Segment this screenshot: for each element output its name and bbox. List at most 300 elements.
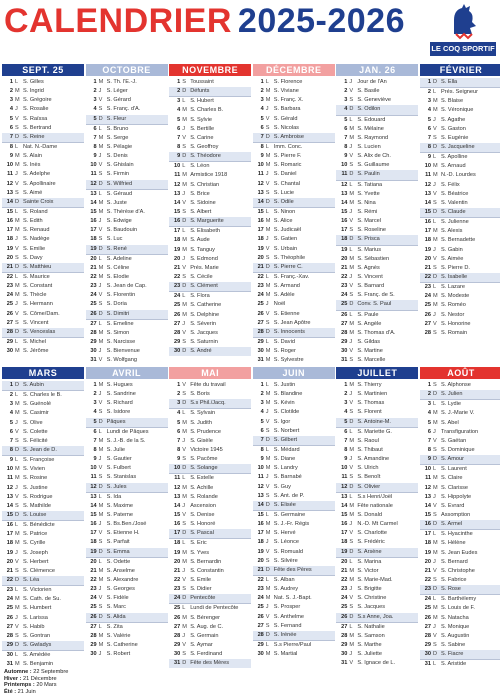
day-number: 11 (341, 171, 348, 178)
saint-name: S. Constantin (190, 567, 224, 574)
weekday-letter: S (265, 492, 270, 499)
saint-name: S. Hugues (106, 382, 133, 388)
day-row (169, 217, 251, 226)
weekday-letter: L (98, 493, 102, 500)
season-date: 21 Décembre (21, 675, 57, 682)
saint-name: S. Tatiana (357, 181, 383, 188)
day-number: 12 (341, 483, 348, 490)
day-row (336, 622, 418, 632)
day-row (169, 659, 251, 668)
day-number: 7 (260, 436, 264, 443)
day-row (253, 319, 335, 328)
day-row (86, 567, 168, 576)
weekday-letter: D (98, 310, 103, 317)
day-number: 23 (424, 284, 431, 291)
day-row (169, 585, 251, 594)
saint-name: S. Romaric (273, 162, 302, 169)
day-row (169, 329, 251, 338)
weekday-letter: M (182, 549, 187, 556)
weekday-letter: L (182, 475, 186, 482)
weekday-letter: M (265, 400, 271, 407)
weekday-letter: M (265, 227, 271, 234)
saint-name: S. Gautier (106, 456, 132, 463)
saint-name: S. Narcisse (106, 338, 136, 345)
saint-name: S. Raoul (357, 437, 379, 444)
weekday-letter: M (433, 302, 438, 309)
saint-name: S. Richard (106, 400, 133, 407)
day-number: 11 (7, 475, 13, 482)
saint-name: S. Herbert (23, 558, 49, 565)
weekday-letter: M (98, 273, 104, 280)
saint-name: S. Pacôme (190, 456, 218, 463)
saint-name: S. Yvette (357, 190, 380, 197)
day-number: 20 (90, 255, 97, 262)
day-number: 5 (260, 115, 264, 122)
day-row (2, 105, 84, 114)
day-row (336, 105, 418, 114)
day-number: 5 (260, 418, 264, 425)
saint-name: S. Dominique (441, 446, 475, 453)
weekday-letter: M (98, 338, 104, 345)
saint-name: S. Grégoire (23, 97, 52, 104)
day-row (336, 217, 418, 226)
day-row (2, 641, 84, 650)
day-row (253, 510, 335, 520)
day-row (420, 549, 500, 558)
weekday-letter: S (349, 357, 354, 364)
day-number: 14 (424, 199, 431, 206)
day-number: 2 (260, 88, 264, 95)
saint-name: S. Fleur (106, 115, 127, 122)
day-row (336, 282, 418, 291)
day-number: 5 (177, 116, 181, 123)
day-number: 1 (9, 382, 13, 388)
day-number: 8 (93, 446, 97, 453)
day-row (86, 446, 168, 455)
day-row (86, 180, 168, 189)
day-row (169, 455, 251, 464)
day-row (253, 170, 335, 179)
weekday-letter: S (265, 319, 270, 326)
saint-name: S. Firmin (106, 171, 129, 178)
saint-name: S. Gilles (23, 79, 44, 85)
saint-name: S. Bs.Ben./José (106, 521, 147, 528)
day-row (169, 338, 251, 347)
month-column (86, 64, 168, 365)
day-row (253, 198, 335, 207)
day-row (169, 650, 251, 659)
day-number: 19 (257, 245, 264, 252)
saint-name: S. Inès (23, 162, 41, 169)
weekday-letter: V (98, 400, 103, 407)
page-title (4, 2, 405, 41)
day-row (86, 603, 168, 612)
day-row (253, 473, 335, 482)
day-number: 13 (6, 493, 13, 500)
day-number: 8 (177, 446, 181, 453)
weekday-letter: V (98, 530, 103, 537)
saint-name: S. Rose (441, 586, 461, 593)
saint-name: S. Ambroise (273, 133, 304, 140)
day-number: 11 (90, 171, 97, 178)
day-number: 28 (173, 329, 181, 336)
weekday-letter: J (349, 338, 353, 345)
day-row (169, 161, 251, 171)
weekday-letter: L (182, 98, 186, 105)
day-row (253, 529, 335, 538)
month-column (253, 64, 335, 365)
saint-name: S. Rolande (190, 493, 218, 500)
saint-name: S. Edmond (190, 255, 218, 262)
weekday-letter: M (349, 502, 355, 509)
weekday-letter: V (182, 329, 186, 336)
weekday-letter: M (433, 172, 438, 179)
saint-name: S. Geneviève (357, 97, 391, 104)
saint-name: S. Roméo (441, 302, 466, 309)
saint-name: S. Lucien (357, 143, 381, 150)
day-number: 9 (93, 456, 97, 463)
day-number: 9 (344, 153, 348, 160)
day-row (336, 347, 418, 356)
saint-name: S. Alida (106, 613, 126, 620)
day-row (336, 143, 418, 152)
saint-name: S. Flora (190, 293, 210, 300)
saint-name: S. Christine (357, 595, 387, 602)
weekday-letter: S (349, 292, 354, 299)
day-list (2, 381, 84, 669)
month-column (336, 64, 418, 365)
day-row (336, 226, 418, 235)
day-list (2, 78, 84, 356)
day-row (336, 300, 418, 309)
day-row (169, 96, 251, 106)
weekday-letter: V (182, 134, 186, 141)
weekday-letter: J (433, 311, 436, 318)
day-number: 19 (341, 548, 348, 555)
saint-name: S. Tanguy (190, 246, 215, 253)
weekday-letter: D (433, 456, 438, 463)
day-row (336, 613, 418, 622)
weekday-letter: S (433, 134, 437, 141)
saint-name: S. Bienvenue (106, 348, 140, 355)
weekday-letter: J (98, 521, 102, 528)
day-row (86, 622, 168, 632)
day-row (169, 558, 251, 567)
saint-name: S. Angèle (357, 320, 382, 327)
day-row (420, 520, 500, 529)
saint-name: Fête des Mères (190, 660, 230, 667)
saint-name: S. Boris (190, 391, 210, 398)
saint-name: Victoire 1945 (190, 446, 223, 453)
day-row (86, 199, 168, 208)
saint-name: S. Odile (273, 198, 294, 205)
saint-name: S. Modeste (441, 293, 470, 300)
weekday-letter: L (349, 623, 353, 630)
saint-name: S. Elodie (106, 273, 129, 280)
saint-name: S. Alexandre (106, 576, 139, 583)
day-row (169, 437, 251, 446)
day-number: 25 (257, 301, 264, 308)
day-row (420, 255, 500, 264)
day-number: 27 (341, 623, 348, 630)
weekday-letter: S (265, 124, 270, 131)
day-row (2, 282, 84, 291)
weekday-letter: M (265, 218, 271, 225)
day-row (420, 116, 500, 125)
saint-name: S. Aude (190, 237, 210, 244)
weekday-letter: V (182, 511, 186, 518)
saint-name: S. Evrard (441, 502, 465, 509)
day-row (2, 254, 84, 263)
day-number: 27 (6, 623, 13, 630)
weekday-letter: J (182, 320, 185, 327)
day-row (169, 143, 251, 152)
saint-name: S. Jean Eudes (441, 549, 478, 556)
day-number: 29 (90, 641, 97, 648)
saint-name: Armistice 1918 (190, 172, 228, 179)
saint-name: S. Baudouin (106, 227, 138, 234)
saint-name: S. J.-Fr. Régis (273, 521, 310, 528)
day-row (336, 356, 418, 365)
day-row (86, 208, 168, 217)
day-number: 24 (173, 595, 181, 602)
weekday-letter: V (349, 465, 354, 472)
weekday-letter: D (15, 446, 20, 453)
saint-name: S. Hubert (190, 98, 214, 105)
day-number: 13 (6, 189, 13, 196)
weekday-letter: M (98, 134, 104, 141)
saint-name: Prés. Seigneur (441, 89, 479, 96)
weekday-letter: D (98, 548, 103, 555)
brand-logo (430, 4, 496, 56)
weekday-letter: D (15, 198, 20, 205)
saint-name: S. Delphine (190, 311, 220, 318)
day-row (336, 650, 418, 659)
saint-name: S. Roseline (357, 227, 386, 234)
day-number: 20 (424, 255, 431, 262)
day-row (2, 96, 84, 105)
weekday-letter: V (433, 190, 437, 197)
saint-name: S. Landry (273, 465, 298, 472)
weekday-letter: M (265, 162, 271, 169)
saint-name: S. Ingrid (23, 88, 44, 95)
weekday-letter: V (349, 530, 354, 537)
saint-name: S. Charles B. (190, 107, 224, 114)
day-row (86, 502, 168, 511)
day-number: 7 (177, 437, 181, 444)
day-row (2, 226, 84, 235)
saint-name: S. Thierry (357, 382, 382, 388)
day-row (86, 291, 168, 300)
day-number: 14 (90, 199, 97, 206)
weekday-letter: D (15, 511, 20, 518)
day-number: 22 (6, 576, 13, 583)
weekday-letter: M (182, 493, 187, 500)
weekday-letter: D (433, 391, 438, 398)
day-row (336, 464, 418, 473)
saint-name: S. Bernard (441, 558, 468, 565)
day-row (336, 273, 418, 282)
day-row (336, 310, 418, 320)
weekday-letter: J (265, 301, 269, 308)
weekday-letter: J (349, 143, 353, 150)
day-row (253, 96, 335, 105)
day-number: 22 (257, 576, 264, 583)
day-number: 26 (173, 311, 181, 318)
weekday-letter: V (265, 115, 270, 122)
day-number: 30 (90, 348, 97, 355)
saint-name: S. Roger (273, 348, 296, 355)
saint-name: S. Rémi (357, 208, 378, 215)
saint-name: S. Franç.-Xav. (273, 273, 310, 280)
weekday-letter: J (182, 255, 185, 262)
day-number: 9 (93, 153, 97, 160)
day-row (420, 381, 500, 390)
day-number: 22 (424, 576, 431, 583)
day-list (253, 78, 335, 365)
saint-name: S. Françoise (23, 457, 55, 464)
weekday-letter: J (265, 409, 269, 416)
weekday-letter: L (15, 273, 19, 280)
saint-name: S. Marc (106, 604, 126, 611)
day-number: 2 (177, 391, 181, 398)
saint-name: S. Adèle (273, 292, 295, 299)
day-row (336, 576, 418, 585)
day-row (420, 236, 500, 245)
day-number: 8 (260, 446, 264, 453)
day-row (2, 419, 84, 428)
day-row (2, 152, 84, 161)
weekday-letter: M (433, 98, 438, 105)
day-number: 28 (6, 328, 13, 335)
day-row (420, 437, 500, 446)
weekday-letter: M (433, 605, 438, 612)
saint-name: S. Gérald (273, 115, 298, 122)
day-row (253, 272, 335, 282)
weekday-letter: D (182, 660, 187, 667)
month-column (2, 367, 84, 669)
weekday-letter: J (98, 283, 102, 290)
day-row (336, 208, 418, 217)
day-row (2, 291, 84, 300)
weekday-letter: V (433, 125, 437, 132)
weekday-letter: D (182, 400, 187, 407)
saint-name: S. Parfait (106, 539, 130, 546)
day-row (420, 134, 500, 143)
saint-name: S. Julienne (441, 219, 469, 226)
day-row (420, 594, 500, 604)
weekday-letter: M (265, 153, 271, 160)
day-number: 27 (257, 319, 264, 326)
day-number: 24 (90, 292, 97, 299)
weekday-letter: S (182, 338, 186, 345)
day-row (86, 650, 168, 659)
day-row (2, 576, 84, 585)
weekday-letter: S (98, 106, 103, 113)
day-number: 3 (9, 401, 13, 408)
day-number: 4 (427, 410, 431, 417)
day-number: 17 (173, 530, 181, 537)
weekday-letter: J (98, 586, 102, 593)
weekday-letter: M (15, 153, 20, 160)
saint-name: S. Raïssa (23, 115, 48, 122)
saint-name: S. Hyacinthe (441, 531, 473, 538)
day-row (253, 631, 335, 640)
saint-name: S. Sabine (441, 641, 466, 648)
day-number: 26 (6, 310, 13, 317)
saint-name: S. Juliette (357, 651, 382, 658)
saint-name: S. Apolline (441, 154, 468, 161)
day-number: 7 (177, 134, 181, 141)
month-title: FÉVRIER (420, 64, 500, 76)
day-row (2, 409, 84, 418)
day-number: 10 (341, 162, 348, 169)
month-title: AVRIL (86, 367, 168, 379)
saint-name: S. Nicolas (273, 124, 299, 131)
weekday-letter: J (265, 604, 269, 611)
saint-name: S. Pierre D. (441, 264, 470, 271)
saint-name: S. Ninon (273, 208, 296, 215)
day-number: 21 (257, 566, 264, 573)
weekday-letter: L (182, 163, 186, 170)
day-number: 19 (257, 548, 264, 555)
day-number: 13 (173, 190, 181, 197)
day-row (86, 189, 168, 199)
saint-name: S.s Phil./Jacq. (190, 400, 226, 407)
day-row (336, 641, 418, 650)
day-row (86, 455, 168, 464)
saint-name: S. Odette (106, 558, 131, 565)
day-number: 23 (173, 586, 181, 593)
day-row (420, 208, 500, 217)
weekday-letter: L (182, 410, 186, 417)
weekday-letter: D (265, 566, 270, 573)
weekday-letter: V (349, 400, 354, 407)
day-number: 21 (257, 263, 264, 270)
day-row (2, 133, 84, 142)
day-number: 10 (173, 465, 181, 472)
saint-name: Fête des Pères (273, 566, 312, 573)
saint-name: S. Séverin (190, 320, 216, 327)
day-number: 10 (257, 465, 264, 472)
weekday-letter: S (433, 511, 437, 518)
saint-name: S. Louise (23, 511, 47, 518)
day-number: 25 (424, 605, 431, 612)
day-row (253, 640, 335, 650)
weekday-letter: J (15, 106, 18, 113)
saint-name: S. Geoffroy (190, 143, 219, 150)
saint-name: S. Maxime (106, 502, 134, 509)
day-row (2, 272, 84, 282)
day-number: 14 (257, 198, 264, 205)
saint-name: S. Vincent (23, 319, 49, 326)
saint-name: S. Elisabeth (190, 228, 221, 235)
weekday-letter: D (349, 418, 354, 425)
day-row (2, 650, 84, 660)
day-row (253, 161, 335, 170)
day-row (253, 436, 335, 445)
day-row (86, 338, 168, 347)
day-row (2, 300, 84, 309)
day-row (336, 152, 418, 161)
saint-name: S. Aubin (23, 382, 44, 388)
saint-name: S. Cécile (190, 273, 213, 280)
saint-name: S. Catherine (106, 641, 138, 648)
weekday-letter: L (433, 596, 437, 603)
day-row (336, 538, 418, 547)
saint-name: Imm. Conc. (273, 143, 303, 150)
saint-name: S. Amandine (357, 456, 390, 463)
